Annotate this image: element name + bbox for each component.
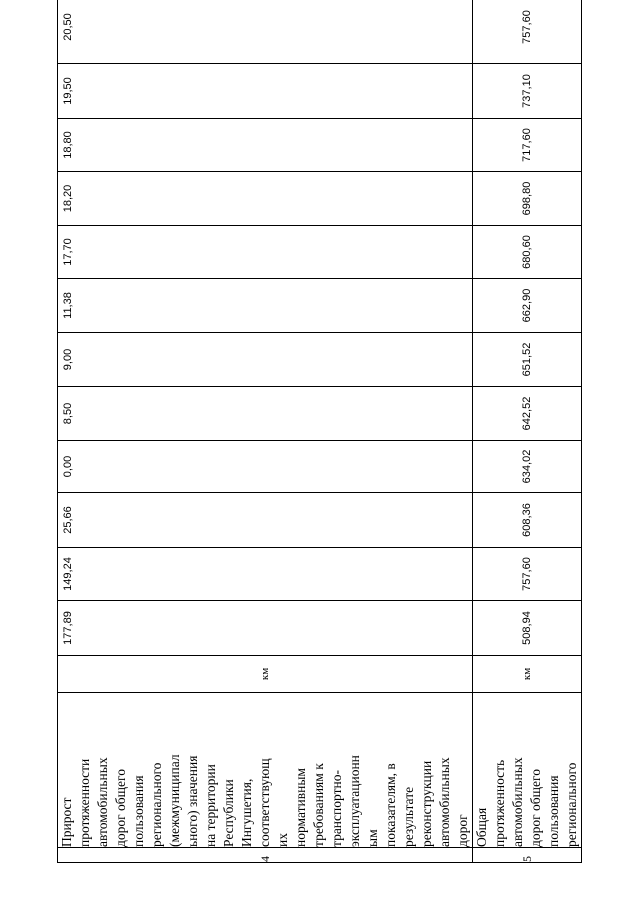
value-cell: 17,70 — [58, 226, 473, 279]
value-cell: 634,02 — [473, 441, 582, 493]
unit-cell: км — [58, 656, 473, 693]
description-line: протяженности — [77, 758, 92, 847]
value-cell: 177,89 — [58, 601, 473, 656]
description-line: ым — [365, 829, 380, 847]
value-cell: 698,80 — [473, 172, 582, 226]
value-cell: 20,50 — [58, 0, 473, 64]
row-number: 5 — [473, 848, 582, 863]
indicator-description — [58, 693, 473, 848]
value-cell: 757,60 — [473, 0, 582, 64]
description-line: дорог — [455, 814, 470, 847]
description-line: нормативным — [293, 768, 308, 847]
value-cell: 717,60 — [473, 119, 582, 172]
value-cell: 25,66 — [58, 493, 473, 548]
indicator-description — [473, 693, 582, 848]
row-number: 4 — [58, 848, 473, 863]
description-line: результате — [401, 786, 416, 847]
description-line: их — [275, 833, 290, 847]
description-line: дорог общего — [528, 769, 543, 847]
value-cell: 737,10 — [473, 64, 582, 119]
description-line: Республики — [221, 779, 236, 847]
description-line: регионального — [149, 762, 164, 847]
value-cell: 18,20 — [58, 172, 473, 226]
value-cell: 0,00 — [58, 441, 473, 493]
description-line: требованиям к — [311, 763, 326, 847]
description-line: транспортно- — [329, 770, 344, 847]
description-line: Прирост — [59, 797, 74, 847]
value-cell: 757,60 — [473, 548, 582, 601]
description-line: пользования — [546, 775, 561, 847]
value-cell: 680,60 — [473, 226, 582, 279]
table-row — [473, 0, 582, 863]
value-cell: 11,38 — [58, 279, 473, 333]
description-line: на территории — [203, 764, 218, 847]
description-line: протяженность — [492, 759, 507, 847]
value-cell: 508,94 — [473, 601, 582, 656]
description-line: Общая — [474, 807, 489, 847]
indicator-table — [57, 0, 582, 863]
description-line: дорог общего — [113, 769, 128, 847]
description-line: эксплуатационн — [347, 755, 362, 847]
value-cell: 18,80 — [58, 119, 473, 172]
description-line: автомобильных — [95, 757, 110, 847]
table-row — [58, 0, 473, 863]
description-line: показателям, в — [383, 763, 398, 847]
rotated-table-container — [57, 10, 579, 863]
description-line: Ингушетия, — [239, 778, 254, 847]
description-line: (межмуниципал — [167, 754, 182, 847]
value-cell: 9,00 — [58, 333, 473, 387]
description-line: пользования — [131, 775, 146, 847]
description-line: автомобильных — [437, 757, 452, 847]
value-cell: 642,52 — [473, 387, 582, 441]
value-cell: 8,50 — [58, 387, 473, 441]
description-line: автомобильных — [510, 757, 525, 847]
description-line: ьного) значения — [185, 755, 200, 847]
value-cell: 149,24 — [58, 548, 473, 601]
value-cell: 662,90 — [473, 279, 582, 333]
description-line: реконструкции — [419, 760, 434, 847]
value-cell: 651,52 — [473, 333, 582, 387]
value-cell: 608,36 — [473, 493, 582, 548]
description-line: соответствующ — [257, 758, 272, 847]
description-line: регионального — [564, 762, 579, 847]
unit-cell: км — [473, 656, 582, 693]
value-cell: 19,50 — [58, 64, 473, 119]
